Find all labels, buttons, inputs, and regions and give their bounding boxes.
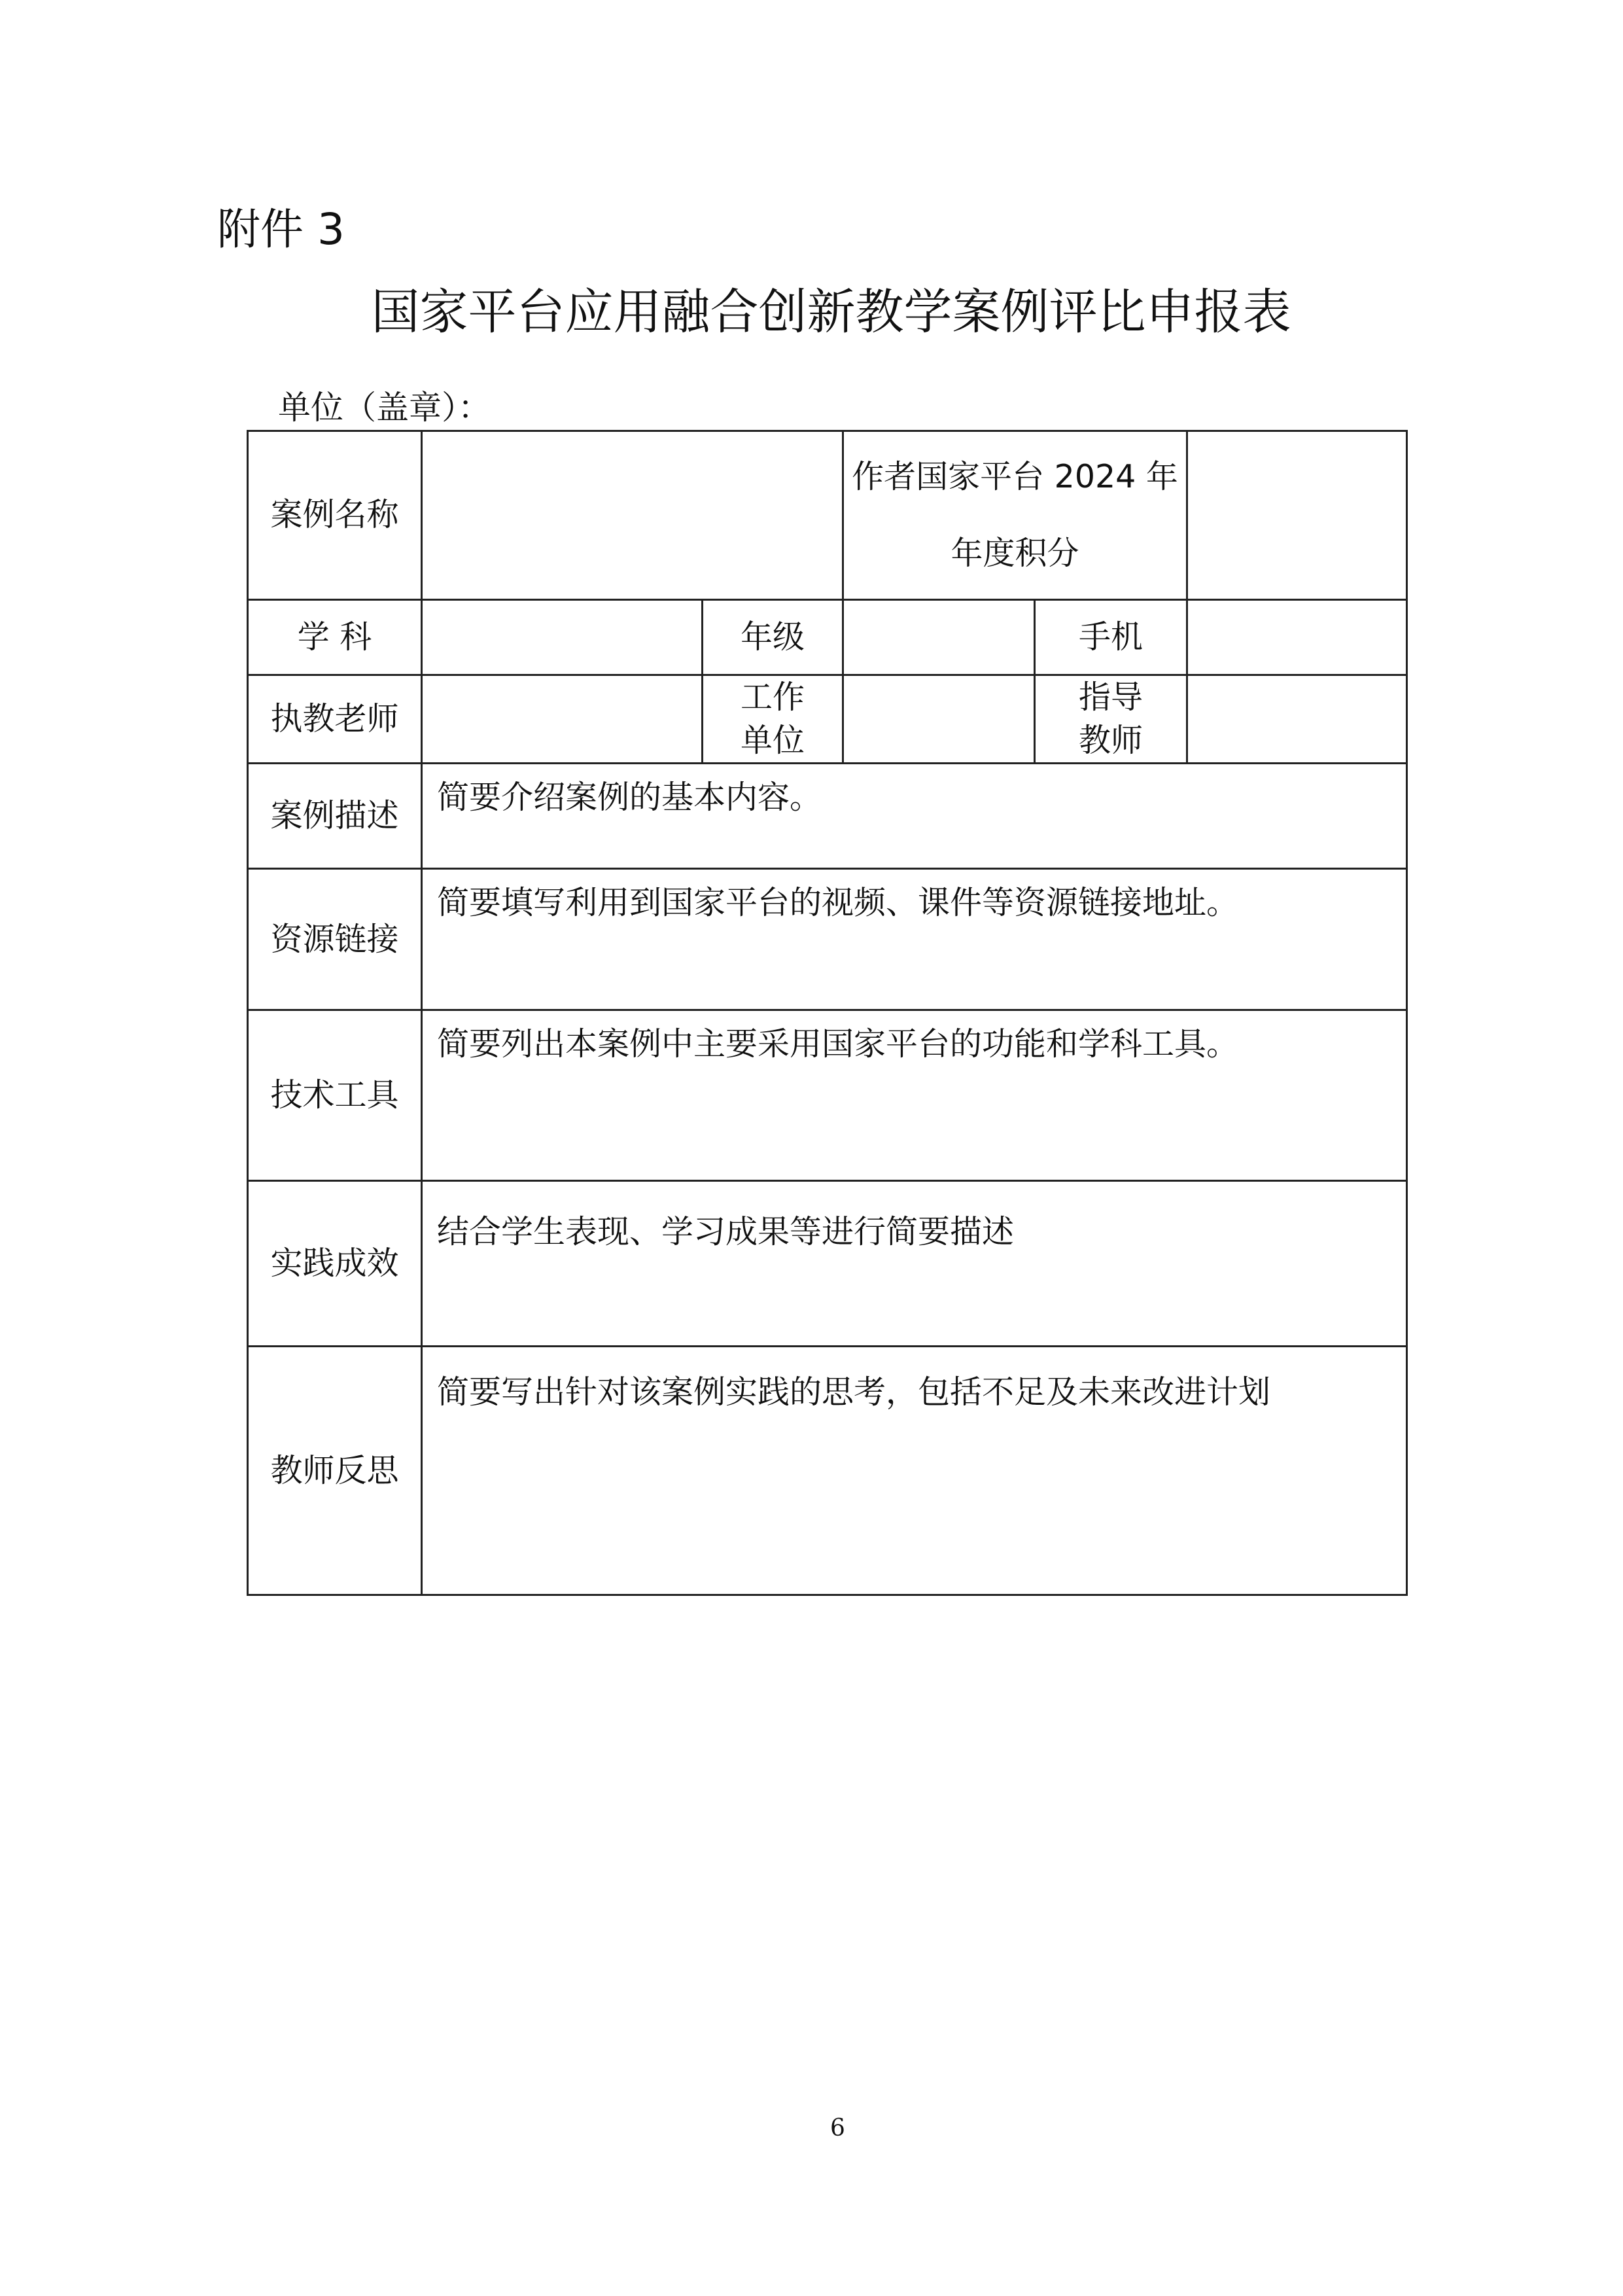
- teacher-reflection-row: [248, 1347, 1407, 1595]
- case-description-row: [248, 764, 1407, 869]
- platform-points-input[interactable]: [1187, 431, 1407, 600]
- work-unit-label-line2: 单位: [740, 722, 805, 760]
- case-description-label: 案例描述: [248, 764, 422, 869]
- case-name-input[interactable]: [422, 431, 843, 600]
- teacher-input[interactable]: [422, 675, 703, 764]
- attachment-label: 附件 3: [217, 204, 345, 255]
- application-form-table: [247, 430, 1408, 1596]
- work-unit-label: [703, 675, 843, 764]
- advisor-label-line1: 指导: [1079, 679, 1143, 716]
- platform-points-label: [843, 431, 1187, 600]
- unit-stamp-label: 单位（盖章）：: [278, 389, 491, 427]
- practice-results-row: [248, 1181, 1407, 1347]
- page-number: 6: [830, 2115, 845, 2142]
- teacher-reflection-label: 教师反思: [248, 1347, 422, 1595]
- teacher-row: [248, 675, 1407, 764]
- subject-label: 学 科: [248, 600, 422, 675]
- advisor-label-line2: 教师: [1079, 722, 1143, 760]
- grade-label: 年级: [703, 600, 843, 675]
- platform-points-line1: 作者国家平台 2024 年: [852, 458, 1178, 496]
- subject-input[interactable]: [422, 600, 703, 675]
- tech-tools-input[interactable]: 简要列出本案例中主要采用国家平台的功能和学科工具。: [422, 1010, 1407, 1181]
- phone-label: 手机: [1035, 600, 1187, 675]
- case-description-input[interactable]: 简要介绍案例的基本内容。: [422, 764, 1407, 869]
- case-name-label: 案例名称: [248, 431, 422, 600]
- platform-points-line2: 年度积分: [951, 534, 1079, 572]
- teacher-reflection-input[interactable]: 简要写出针对该案例实践的思考，包括不足及未来改进计划: [422, 1347, 1407, 1595]
- resource-links-row: [248, 869, 1407, 1010]
- teacher-label: 执教老师: [248, 675, 422, 764]
- tech-tools-label: 技术工具: [248, 1010, 422, 1181]
- resource-links-input[interactable]: 简要填写利用到国家平台的视频、课件等资源链接地址。: [422, 869, 1407, 1010]
- tech-tools-row: [248, 1010, 1407, 1181]
- practice-results-input[interactable]: 结合学生表现、学习成果等进行简要描述: [422, 1181, 1407, 1347]
- resource-links-label: 资源链接: [248, 869, 422, 1010]
- advisor-input[interactable]: [1187, 675, 1407, 764]
- grade-input[interactable]: [843, 600, 1035, 675]
- subject-row: [248, 600, 1407, 675]
- work-unit-label-line1: 工作: [740, 679, 805, 716]
- practice-results-label: 实践成效: [248, 1181, 422, 1347]
- work-unit-input[interactable]: [843, 675, 1035, 764]
- page-title: 国家平台应用融合创新教学案例评比申报表: [371, 284, 1291, 340]
- case-name-row: [248, 431, 1407, 600]
- phone-input[interactable]: [1187, 600, 1407, 675]
- advisor-label: [1035, 675, 1187, 764]
